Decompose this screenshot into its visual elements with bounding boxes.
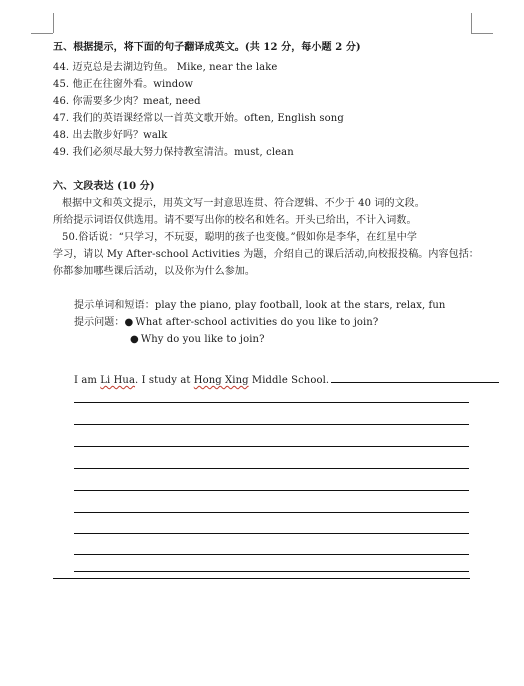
section5-heading: 五、根据提示，将下面的句子翻译成英文。(共 12 分，每小题 2 分) bbox=[53, 42, 361, 53]
hint-words-label: 提示单词和短语： bbox=[74, 300, 155, 311]
hint-question-row-2 bbox=[130, 333, 265, 347]
bullet-icon: ● bbox=[130, 334, 139, 345]
translation-item-45: 45. 他正在往窗外看。window bbox=[53, 79, 194, 90]
essay-opening-sentence bbox=[74, 371, 499, 388]
hint-question-row-1 bbox=[74, 316, 378, 330]
opening-text-1: I am bbox=[74, 375, 101, 386]
crop-mark-top-left-vertical bbox=[53, 13, 54, 33]
writing-prompt-line-2: 学习，请以 My After-school Activities 为题，介绍自己的课后活动,向校报投稿。内容包括： bbox=[53, 249, 479, 260]
hint-question-1: What after-school activities do you like to join? bbox=[135, 317, 379, 328]
answer-line[interactable] bbox=[74, 490, 469, 491]
hint-question-2: Why do you like to join? bbox=[140, 334, 265, 345]
answer-line[interactable] bbox=[74, 446, 469, 447]
translation-item-46: 46. 你需要多少肉？meat, need bbox=[53, 96, 201, 107]
hint-questions-label: 提示问题： bbox=[74, 317, 125, 328]
crop-mark-top-left-horizontal bbox=[31, 33, 53, 34]
answer-blank-first-line[interactable] bbox=[331, 371, 499, 383]
crop-mark-top-right-horizontal bbox=[471, 33, 493, 34]
opening-name: Li Hua bbox=[100, 375, 136, 386]
section6-heading: 六、文段表达 (10 分) bbox=[53, 181, 155, 192]
answer-line[interactable] bbox=[74, 512, 469, 513]
crop-mark-top-right-vertical bbox=[471, 13, 472, 33]
section6-instruction-line-1: 根据中文和英文提示，用英文写一封意思连贯、符合逻辑、不少于 40 词的文段。 bbox=[62, 198, 425, 209]
page-bottom-rule bbox=[53, 578, 470, 579]
writing-prompt-line-1: 50.俗话说：“只学习，不玩耍，聪明的孩子也变傻。”假如你是李华，在红星中学 bbox=[62, 232, 417, 243]
translation-item-49: 49. 我们必须尽最大努力保持教室清洁。must, clean bbox=[53, 147, 294, 158]
bullet-icon: ● bbox=[124, 317, 134, 328]
answer-line[interactable] bbox=[74, 424, 469, 425]
opening-text-2: . I study at bbox=[135, 375, 194, 386]
translation-item-48: 48. 出去散步好吗？walk bbox=[53, 130, 168, 141]
translation-item-47: 47. 我们的英语课经常以一首英文歌开始。often, English song bbox=[53, 113, 344, 124]
answer-line[interactable] bbox=[74, 468, 469, 469]
opening-school: Hong Xing bbox=[193, 375, 249, 386]
hint-words-row bbox=[74, 299, 445, 313]
hint-words: play the piano, play football, look at the stars, relax, fun bbox=[154, 300, 446, 311]
translation-item-44: 44. 迈克总是去湖边钓鱼。 Mike, near the lake bbox=[53, 62, 278, 73]
answer-line[interactable] bbox=[74, 554, 469, 555]
writing-prompt-line-3: 你都参加哪些课后活动，以及你为什么参加。 bbox=[53, 266, 255, 277]
section6-instruction-line-2: 所给提示词语仅供选用。请不要写出你的校名和姓名。开头已给出，不计入词数。 bbox=[53, 215, 417, 226]
answer-line[interactable] bbox=[74, 402, 469, 403]
opening-text-3: Middle School. bbox=[248, 375, 330, 386]
answer-line[interactable] bbox=[74, 533, 469, 534]
answer-line[interactable] bbox=[74, 571, 469, 572]
